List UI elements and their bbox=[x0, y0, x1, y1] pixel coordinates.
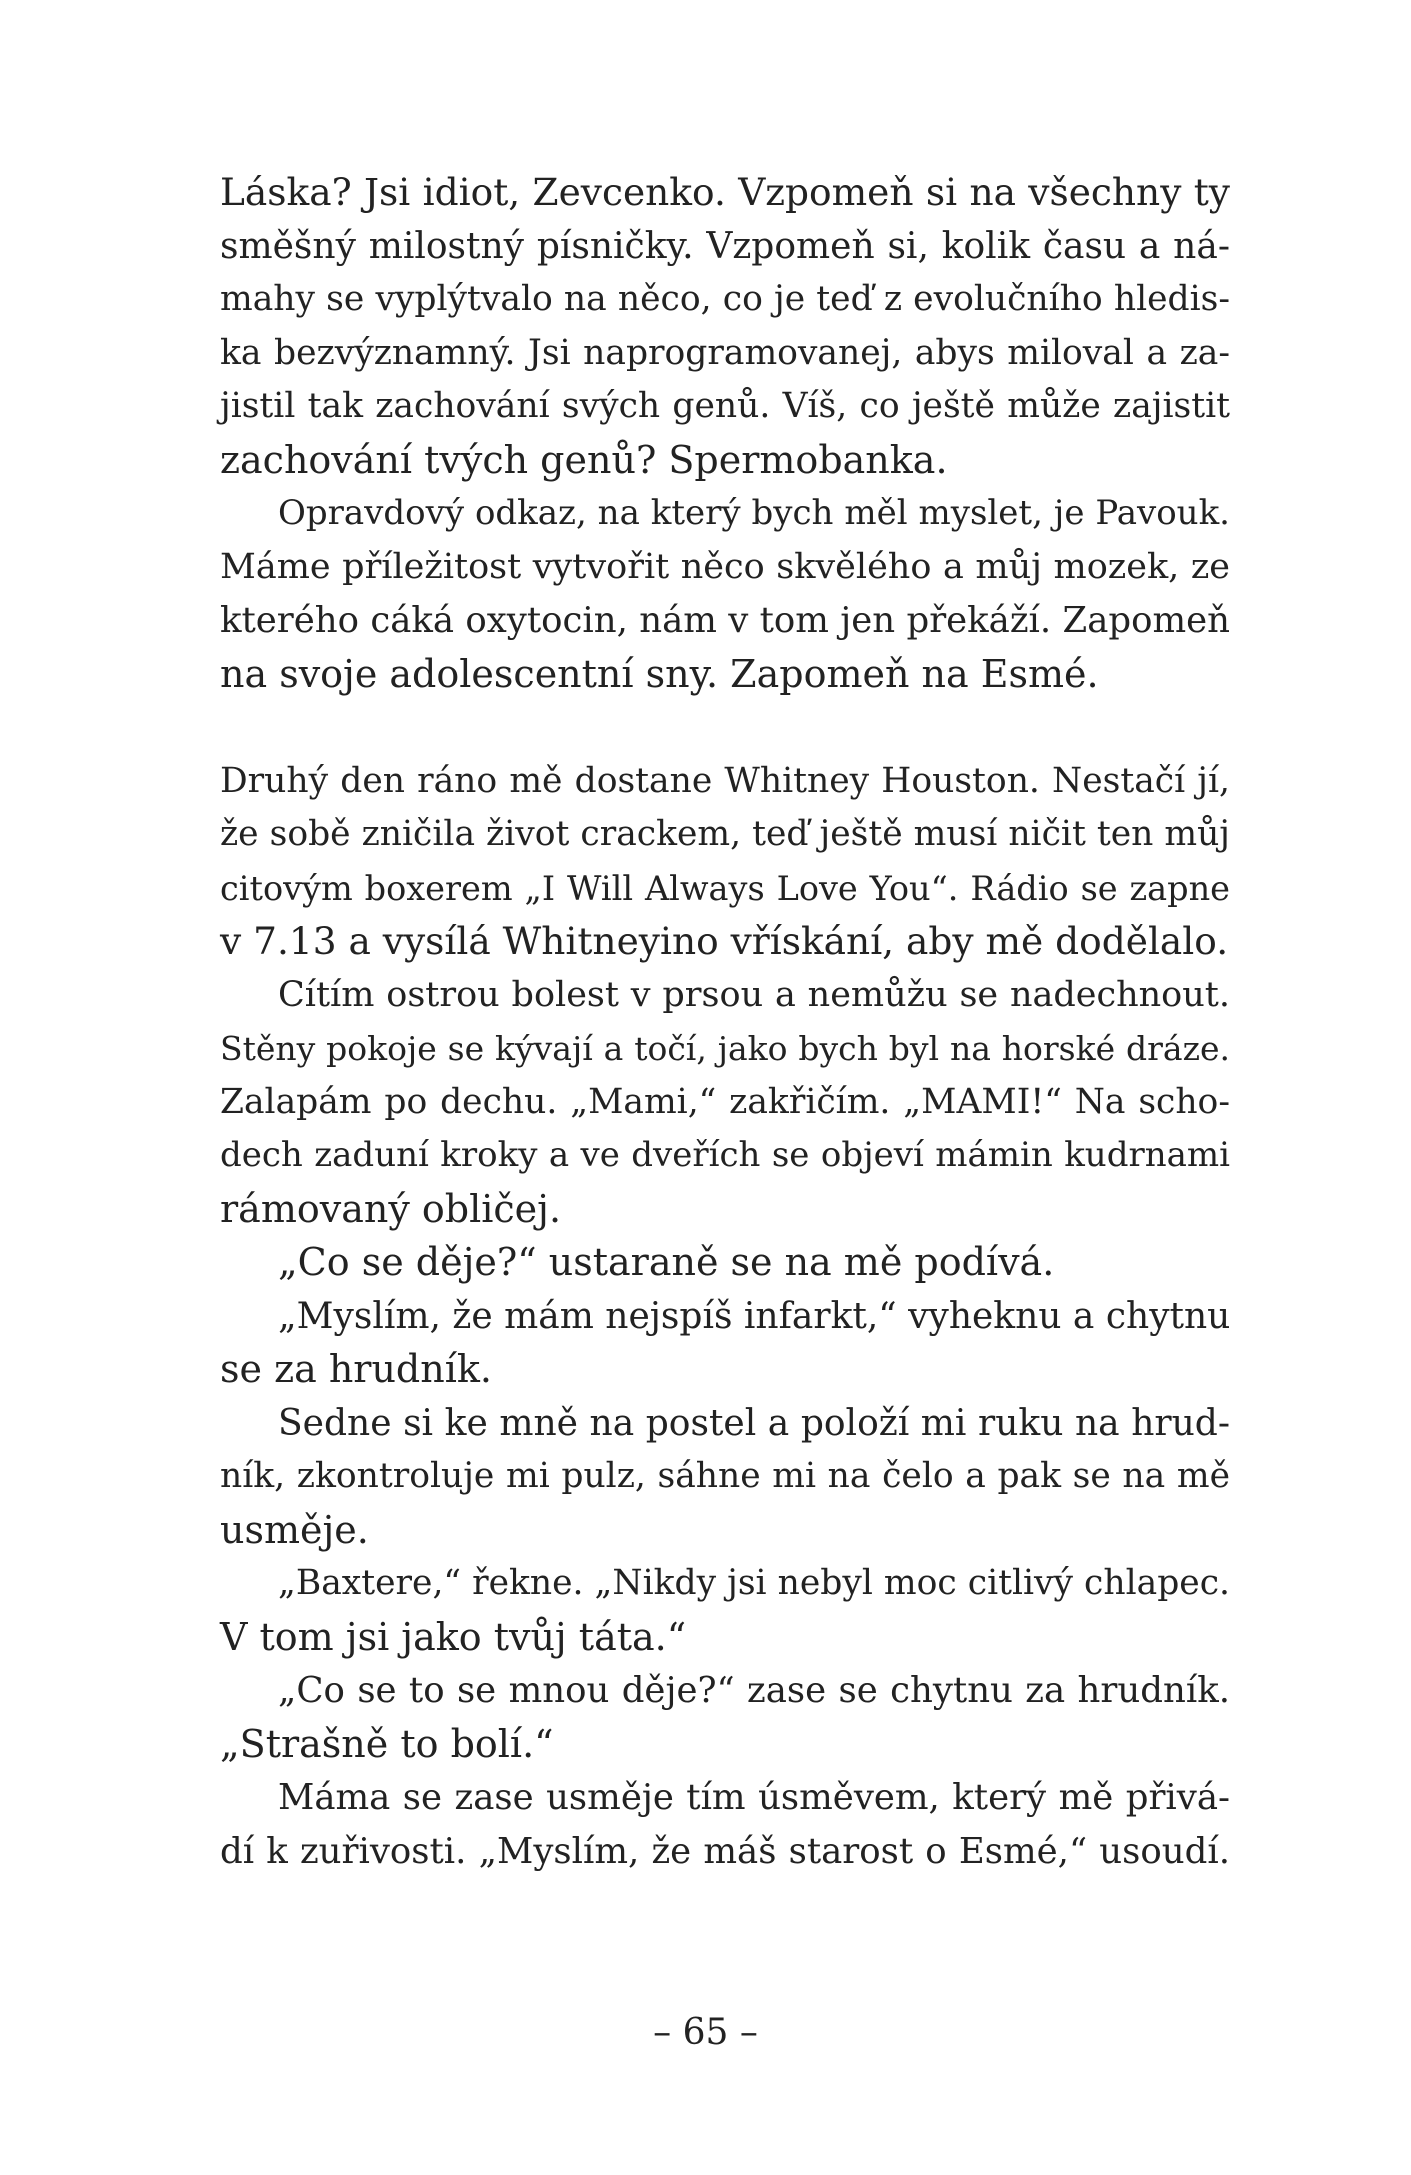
text-line: směšný milostný písničky. Vzpomeň si, kolik času a ná- bbox=[220, 225, 1230, 267]
paragraph bbox=[220, 969, 1230, 1237]
text-line: ka bezvýznamný. Jsi naprogramovanej, abys miloval a za- bbox=[220, 332, 1230, 373]
text-line: Stěny pokoje se kývají a točí, jako bych byl na horské dráze. bbox=[220, 1029, 1230, 1068]
text-line: v 7.13 a vysílá Whitneyino vřískání, aby mě dodělalo. bbox=[220, 919, 1229, 963]
text-line: na svoje adolescentní sny. Zapomeň na Esmé. bbox=[220, 651, 1099, 696]
text-line: Druhý den ráno mě dostane Whitney Houston. Nestačí jí, bbox=[220, 760, 1230, 801]
paragraph bbox=[220, 1397, 1230, 1558]
paragraph bbox=[220, 1236, 1230, 1290]
text-line: se za hrudník. bbox=[220, 1347, 492, 1391]
text-line: V tom jsi jako tvůj táta.“ bbox=[220, 1614, 687, 1659]
text-line: „Baxtere,“ řekne. „Nikdy jsi nebyl moc citlivý chlapec. bbox=[278, 1563, 1230, 1603]
text-line: jistil tak zachování svých genů. Víš, co ještě může zajistit bbox=[220, 386, 1230, 426]
text-line: Cítím ostrou bolest v prsou a nemůžu se nadechnout. bbox=[278, 974, 1230, 1015]
text-line: „Co se děje?“ ustaraně se na mě podívá. bbox=[278, 1240, 1055, 1284]
text-line: mahy se vyplýtvalo na něco, co je teď z evolučního hledis- bbox=[220, 279, 1230, 319]
text-line: kterého cáká oxytocin, nám v tom jen překáží. Zapomeň bbox=[220, 600, 1230, 641]
paragraph bbox=[220, 755, 1230, 969]
text-line: že sobě zničila život crackem, teď ještě musí ničit ten můj bbox=[220, 814, 1230, 854]
paragraph bbox=[220, 1664, 1230, 1771]
text-line: „Strašně to bolí.“ bbox=[220, 1721, 554, 1766]
text-line: Láska? Jsi idiot, Zevcenko. Vzpomeň si na všechny ty bbox=[220, 170, 1230, 214]
text-line: usměje. bbox=[220, 1507, 369, 1552]
text-line: ník, zkontroluje mi pulz, sáhne mi na čelo a pak se na mě bbox=[220, 1456, 1230, 1496]
text-line: „Myslím, že mám nejspíš infarkt,“ vyheknu a chytnu bbox=[278, 1295, 1231, 1337]
paragraph bbox=[220, 487, 1230, 701]
body-text bbox=[220, 166, 1230, 1878]
text-line: Opravdový odkaz, na který bych měl myslet, je Pavouk. bbox=[278, 493, 1230, 533]
page-number: – 65 – bbox=[653, 2012, 758, 2053]
text-line: citovým boxerem „I Will Always Love You“. Rádio se zapne bbox=[220, 868, 1230, 908]
text-line: Sedne si ke mně na postel a položí mi ruku na hrud- bbox=[278, 1402, 1230, 1444]
text-line: rámovaný obličej. bbox=[220, 1186, 562, 1231]
text-line: „Co se to se mnou děje?“ zase se chytnu za hrudník. bbox=[278, 1670, 1230, 1711]
section-break bbox=[220, 701, 1230, 755]
paragraph bbox=[220, 1771, 1230, 1878]
paragraph bbox=[220, 1557, 1230, 1664]
text-line: Máme příležitost vytvořit něco skvělého a můj mozek, ze bbox=[220, 546, 1230, 587]
text-line: dí k zuřivosti. „Myslím, že máš starost o Esmé,“ usoudí. bbox=[220, 1830, 1230, 1872]
text-line: Zalapám po dechu. „Mami,“ zakřičím. „MAMI!“ Na scho- bbox=[220, 1081, 1230, 1122]
paragraph bbox=[220, 1290, 1230, 1397]
paragraph bbox=[220, 166, 1230, 487]
text-line: Máma se zase usměje tím úsměvem, který mě přivá- bbox=[278, 1777, 1230, 1818]
text-line: dech zaduní kroky a ve dveřích se objeví mámin kudrnami bbox=[220, 1135, 1230, 1175]
text-line: zachování tvých genů? Spermobanka. bbox=[220, 437, 948, 482]
